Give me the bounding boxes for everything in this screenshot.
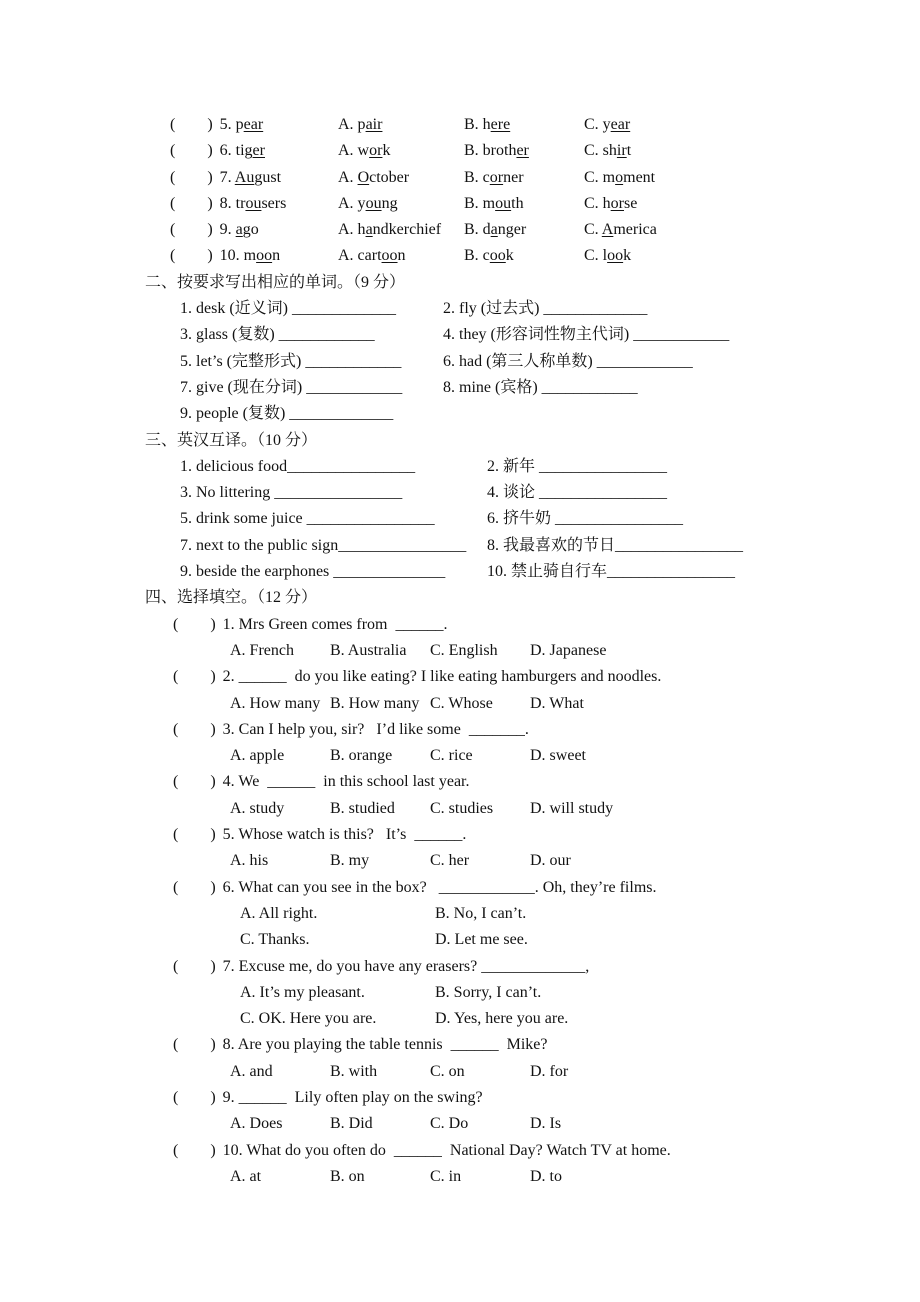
phonics-row: [170, 217, 920, 243]
option-pre: B. broth: [464, 142, 517, 160]
choice-option: B. Did: [330, 1115, 373, 1133]
translation-item: 5. drink some juice ________________: [180, 510, 435, 528]
answer-bracket: ( ): [173, 826, 216, 844]
choice-question-stem: [173, 717, 920, 743]
question-word: [220, 142, 265, 159]
option-post: k: [505, 247, 514, 265]
choice-option: B. my: [330, 852, 370, 870]
phonics-option: [584, 112, 630, 138]
translation-item: 7. next to the public sign________________: [180, 536, 467, 554]
word-underlined-letters: oo: [256, 247, 273, 265]
phonics-option: [584, 191, 637, 217]
section-translation: [145, 428, 920, 586]
option-underlined-letters: a: [365, 221, 373, 239]
option-underlined-letters: or: [489, 168, 504, 186]
choice-option: A. apple: [230, 747, 285, 765]
word-underlined-letters: ou: [245, 194, 262, 212]
option-underlined-letters: er: [516, 142, 529, 160]
choice-option: A. How many: [230, 694, 321, 712]
section-phonetic-matching: [145, 112, 920, 270]
phonics-row: [170, 138, 920, 164]
section-word-forms-title: 二、按要求写出相应的单词。（9 分）: [145, 273, 406, 291]
choice-option-row: [230, 1111, 920, 1137]
word-form-row: [180, 375, 920, 401]
option-post: ctober: [369, 168, 410, 186]
word-pre: 6. tig: [219, 142, 253, 160]
phonics-option: [464, 165, 584, 191]
section-word-forms: [145, 270, 920, 428]
option-pre: C. m: [584, 168, 616, 186]
word-form-item: 3. glass (复数) ____________: [180, 326, 375, 344]
option-pre: A.: [338, 168, 358, 186]
answer-bracket: ( ): [173, 720, 216, 738]
phonics-row: [170, 243, 920, 269]
option-underlined-letters: ou: [495, 194, 512, 212]
phonics-option: [584, 165, 655, 191]
choice-option: C. Thanks.: [240, 931, 310, 949]
phonics-option: [338, 112, 464, 138]
option-post: k: [623, 247, 632, 265]
option-pre: A. h: [338, 221, 366, 239]
choice-option-row: [230, 1059, 920, 1085]
word-post: gust: [254, 168, 282, 186]
word-form-item: 5. let’s (完整形式) ____________: [180, 352, 402, 370]
word-post: sers: [261, 194, 287, 212]
choice-question-stem: [173, 612, 920, 638]
answer-bracket: ( ): [173, 615, 216, 633]
phonics-option: [584, 243, 631, 269]
option-underlined-letters: O: [357, 168, 370, 186]
choice-option: B. No, I can’t.: [435, 904, 527, 922]
option-pre: C. l: [584, 247, 608, 265]
choice-question-stem: [173, 954, 920, 980]
choice-option: C. English: [430, 641, 498, 659]
translation-item: 6. 挤牛奶 ________________: [487, 510, 684, 528]
translation-item: 9. beside the earphones ______________: [180, 563, 446, 581]
choice-option: D. for: [530, 1062, 569, 1080]
option-underlined-letters: ir: [616, 142, 627, 160]
translation-item: 2. 新年 ________________: [487, 457, 668, 475]
word-form-item: 2. fly (过去式) _____________: [443, 300, 648, 318]
option-underlined-letters: oo: [607, 247, 624, 265]
question-text: 6. What can you see in the box? ____________. Oh, they’re films.: [222, 878, 657, 896]
answer-bracket: ( ): [173, 1141, 216, 1159]
word-underlined-letters: ear: [243, 116, 264, 133]
phonics-question-cell: [170, 217, 338, 243]
phonics-option: [464, 217, 584, 243]
choice-option: C. on: [430, 1062, 465, 1080]
choice-option: A. It’s my pleasant.: [240, 983, 365, 1001]
option-post: t: [626, 142, 632, 160]
phonics-option: [464, 138, 584, 164]
word-pre: 7.: [219, 168, 235, 186]
translation-item: 10. 禁止骑自行车________________: [487, 563, 736, 581]
choice-option: B. studied: [330, 799, 395, 817]
choice-question-stem: [173, 1138, 920, 1164]
question-text: 8. Are you playing the table tennis ______ Mike?: [222, 1036, 548, 1054]
choice-question-stem: [173, 769, 920, 795]
phonics-option: [338, 191, 464, 217]
option-underlined-letters: ere: [490, 116, 511, 133]
choice-option: B. Australia: [330, 641, 407, 659]
section-multiple-choice: [145, 585, 920, 1190]
phonics-option: [338, 243, 464, 269]
word-form-item: 6. had (第三人称单数) ____________: [443, 352, 693, 370]
option-pre: C. h: [584, 194, 611, 212]
option-post: se: [624, 194, 638, 212]
choice-option: B. with: [330, 1062, 378, 1080]
option-post: ner: [503, 168, 524, 186]
phonics-question-cell: [170, 112, 338, 138]
choice-option: D. Is: [530, 1115, 562, 1133]
option-pre: A. w: [338, 142, 370, 160]
choice-option-row: [240, 901, 920, 927]
word-form-item: 4. they (形容词性物主代词) ____________: [443, 326, 730, 344]
option-underlined-letters: ear: [610, 116, 631, 133]
choice-question-stem: [173, 822, 920, 848]
choice-option-row: [240, 980, 920, 1006]
phonics-option: [584, 217, 657, 243]
choice-option: D. Let me see.: [435, 931, 528, 949]
choice-option: C. Whose: [430, 694, 493, 712]
phonics-row: [170, 112, 920, 138]
question-text: 4. We ______ in this school last year.: [222, 773, 470, 791]
choice-option-row: [240, 1006, 920, 1032]
question-text: 10. What do you often do ______ National Day? Watch TV at home.: [222, 1141, 671, 1159]
option-underlined-letters: oo: [381, 247, 398, 265]
choice-option: B. on: [330, 1167, 365, 1185]
translation-row: [180, 559, 920, 585]
option-underlined-letters: or: [610, 194, 624, 212]
option-pre: C. sh: [584, 142, 617, 160]
phonics-question-cell: [170, 138, 338, 164]
word-form-item: 1. desk (近义词) _____________: [180, 300, 396, 318]
choice-question-stem: [173, 875, 920, 901]
option-post: k: [382, 142, 391, 160]
translation-item: 3. No littering ________________: [180, 484, 403, 502]
phonics-option: [464, 243, 584, 269]
phonics-option: [338, 138, 464, 164]
translation-row: [180, 506, 920, 532]
word-pre: 9.: [219, 221, 236, 239]
translation-row: [180, 480, 920, 506]
phonics-question-cell: [170, 165, 338, 191]
word-form-row: [180, 349, 920, 375]
option-underlined-letters: o: [615, 168, 624, 186]
section-translation-title: 三、英汉互译。（10 分）: [145, 431, 318, 449]
choice-option-row: [230, 848, 920, 874]
question-word: [220, 169, 281, 186]
translation-item: 1. delicious food________________: [180, 457, 416, 475]
choice-option-row: [240, 927, 920, 953]
question-word: [220, 221, 259, 238]
choice-option: B. Sorry, I can’t.: [435, 983, 542, 1001]
choice-option: D. sweet: [530, 747, 586, 765]
choice-option: A. Does: [230, 1115, 283, 1133]
option-post: ment: [623, 168, 656, 186]
option-underlined-letters: A: [601, 221, 614, 239]
question-text: 2. ______ do you like eating? I like eating hamburgers and noodles.: [222, 668, 662, 686]
choice-option: A. French: [230, 641, 294, 659]
word-pre: 10. m: [219, 247, 257, 265]
phonics-question-cell: [170, 243, 338, 269]
choice-option: A. All right.: [240, 904, 318, 922]
choice-option-row: [230, 638, 920, 664]
word-form-row: [180, 296, 920, 322]
option-pre: B. c: [464, 247, 490, 265]
option-post: merica: [613, 221, 657, 239]
option-pre: A. cart: [338, 247, 382, 265]
answer-bracket: ( ): [170, 142, 213, 160]
phonics-option: [338, 165, 464, 191]
option-pre: C.: [584, 221, 602, 239]
option-post: th: [511, 194, 524, 212]
word-post: go: [242, 221, 259, 239]
answer-bracket: ( ): [173, 773, 216, 791]
question-text: 1. Mrs Green comes from ______.: [222, 615, 448, 633]
choice-option-row: [230, 1164, 920, 1190]
phonics-option: [584, 138, 631, 164]
phonics-option: [338, 217, 464, 243]
option-pre: A. y: [338, 194, 366, 212]
choice-option: A. and: [230, 1062, 273, 1080]
choice-option: D. will study: [530, 799, 614, 817]
answer-bracket: ( ): [170, 168, 213, 186]
word-form-row: [180, 322, 920, 348]
option-post: ndkerchief: [372, 221, 442, 239]
phonics-row: [170, 191, 920, 217]
choice-option-row: [230, 743, 920, 769]
choice-option: C. in: [430, 1167, 462, 1185]
choice-option: C. her: [430, 852, 470, 870]
choice-option: D. Yes, here you are.: [435, 1010, 569, 1028]
answer-bracket: ( ): [170, 116, 213, 133]
phonics-row: [170, 165, 920, 191]
choice-option: A. his: [230, 852, 269, 870]
option-underlined-letters: ou: [365, 194, 382, 212]
choice-question-stem: [173, 664, 920, 690]
word-form-row: [180, 401, 920, 427]
choice-option: D. What: [530, 694, 584, 712]
phonics-option: [464, 191, 584, 217]
choice-option-row: [230, 796, 920, 822]
phonics-option: [464, 112, 584, 138]
option-pre: B. d: [464, 221, 491, 239]
option-post: nger: [497, 221, 527, 239]
choice-question-stem: [173, 1085, 920, 1111]
choice-option: C. Do: [430, 1115, 469, 1133]
translation-row: [180, 454, 920, 480]
translation-item: 8. 我最喜欢的节日________________: [487, 536, 744, 554]
choice-question-stem: [173, 1032, 920, 1058]
word-form-item: 8. mine (宾格) ____________: [443, 378, 638, 396]
choice-option: D. Japanese: [530, 641, 607, 659]
option-underlined-letters: oo: [489, 247, 506, 265]
option-pre: B. h: [464, 116, 491, 133]
translation-item: 4. 谈论 ________________: [487, 484, 668, 502]
answer-bracket: ( ): [170, 194, 213, 212]
word-underlined-letters: Au: [234, 168, 255, 186]
word-underlined-letters: er: [252, 142, 265, 160]
question-text: 5. Whose watch is this? It’s ______.: [222, 826, 467, 844]
option-underlined-letters: a: [490, 221, 498, 239]
answer-bracket: ( ): [173, 957, 216, 975]
option-underlined-letters: air: [365, 116, 383, 133]
answer-bracket: ( ): [170, 247, 213, 265]
choice-option: D. to: [530, 1167, 562, 1185]
question-text: 3. Can I help you, sir? I’d like some _______.: [222, 720, 529, 738]
choice-option: A. study: [230, 799, 285, 817]
word-pre: 8. tr: [219, 194, 246, 212]
choice-option: C. studies: [430, 799, 494, 817]
answer-bracket: ( ): [173, 878, 216, 896]
choice-option-row: [230, 691, 920, 717]
question-text: 7. Excuse me, do you have any erasers? _____________,: [222, 957, 590, 975]
option-underlined-letters: or: [369, 142, 383, 160]
choice-option: C. rice: [430, 747, 473, 765]
choice-option: B. orange: [330, 747, 393, 765]
option-pre: B. c: [464, 168, 490, 186]
option-pre: B. m: [464, 194, 496, 212]
word-underlined-letters: a: [235, 221, 243, 239]
option-pre: C. y: [584, 116, 611, 133]
choice-option: C. OK. Here you are.: [240, 1010, 377, 1028]
answer-bracket: ( ): [173, 1088, 216, 1106]
word-form-item: 7. give (现在分词) ____________: [180, 378, 403, 396]
question-text: 9. ______ Lily often play on the swing?: [222, 1088, 483, 1106]
answer-bracket: ( ): [173, 1036, 216, 1054]
translation-row: [180, 533, 920, 559]
word-post: n: [272, 247, 281, 265]
word-form-item: 9. people (复数) _____________: [180, 405, 394, 423]
option-pre: A. p: [338, 116, 366, 133]
choice-option: D. our: [530, 852, 571, 870]
option-post: ng: [381, 194, 398, 212]
question-word: [220, 247, 280, 264]
section-multiple-choice-title: 四、选择填空。（12 分）: [145, 589, 318, 607]
answer-bracket: ( ): [170, 221, 213, 239]
phonics-question-cell: [170, 191, 338, 217]
option-post: n: [397, 247, 406, 265]
answer-bracket: ( ): [173, 668, 216, 686]
question-word: [220, 195, 287, 212]
question-word: [220, 116, 264, 133]
choice-option: A. at: [230, 1167, 262, 1185]
choice-option: B. How many: [330, 694, 420, 712]
word-pre: 5. p: [219, 116, 244, 133]
